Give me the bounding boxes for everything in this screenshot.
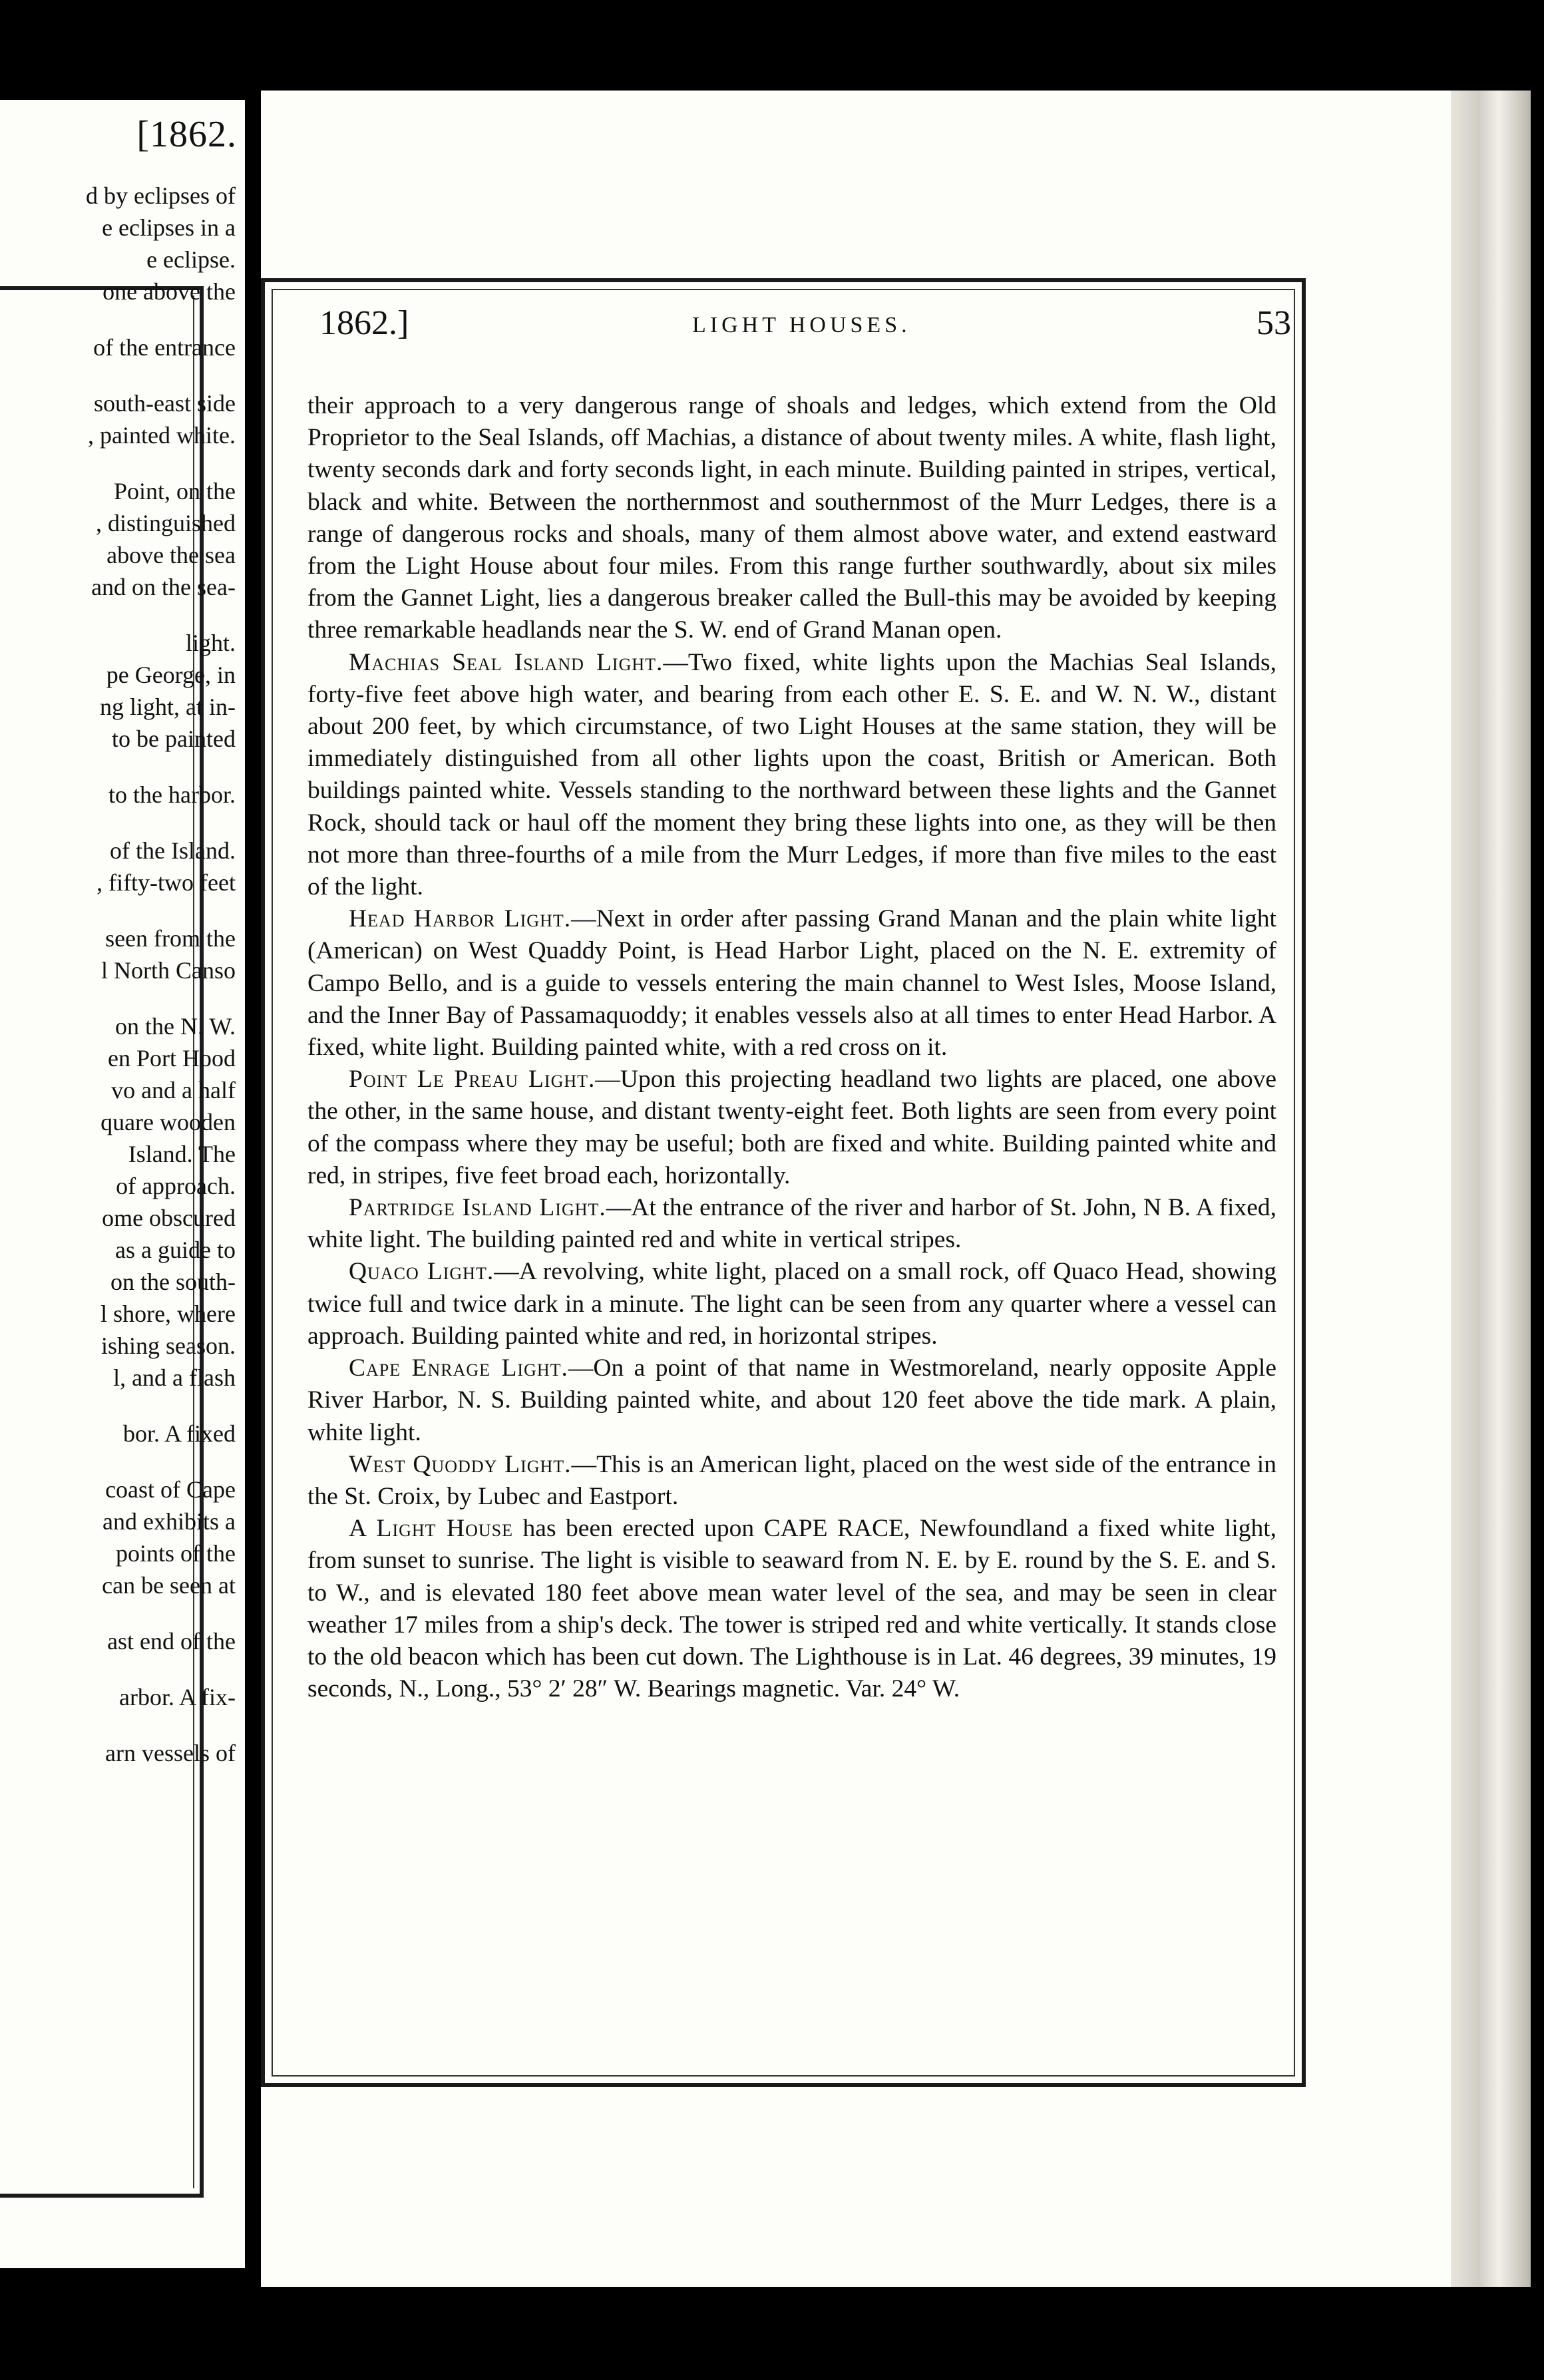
previous-page-line: l North Canso [101, 957, 236, 984]
paragraph-quaco [307, 1256, 1276, 1352]
previous-page-line: , fifty-two feet [96, 869, 236, 896]
paragraph-partridge-island [307, 1192, 1276, 1256]
previous-page-line: on the south- [110, 1269, 236, 1295]
previous-page-line: e eclipse. [146, 246, 236, 273]
running-head-title: LIGHT HOUSES. [692, 313, 911, 337]
previous-page-line: seen from the [105, 925, 236, 952]
previous-page-line: of the Island. [110, 837, 236, 864]
previous-page-line [0, 603, 236, 627]
previous-page-line: quare wooden [100, 1109, 236, 1135]
previous-page-line: e eclipses in a [102, 214, 236, 241]
previous-page-line: , painted white. [88, 422, 236, 449]
paragraph-continuation [307, 390, 1276, 647]
paragraph-body: —This is an American light, placed on the west side of the entrance in the St. Croix, by Lubec and Eastport. [307, 1450, 1276, 1510]
previous-page-line: of the entrance [93, 334, 236, 361]
previous-page-line: above the sea [106, 542, 236, 568]
paragraph-machias-seal-island [307, 647, 1276, 904]
previous-page-line: as a guide to [115, 1237, 236, 1263]
paragraph-heading: Head Harbor Light. [349, 905, 572, 933]
previous-page-line [0, 1657, 236, 1681]
paragraph-body: —Two fixed, white lights upon the Machias Seal Islands, forty-five feet above high water, and bearing from each other E. S. E. and W. N. W., distant about 200 feet, by which circumstance, of two Light Houses at the same station, they will be immediately distinguished from all other lights upon the coast, British or American. Both buildings painted white. Vessels standing to the northward between these lights and the Gannet Rock, should tack or haul off the moment they bring these lights into one, as they will be then not more than three-fourths of a mile from the Murr Ledges, if more than five miles to the east of the light. [307, 648, 1276, 901]
previous-page-line: ishing season. [101, 1332, 236, 1359]
previous-page-line: and on the sea- [91, 574, 236, 600]
paragraph-body: —On a point of that name in Westmoreland, nearly opposite Apple River Harbor, N. S. Building painted white, and about 120 feet above the tide mark. A plain, white light. [307, 1354, 1276, 1446]
previous-page-line: to the harbor. [108, 781, 236, 808]
previous-page-line: of approach. [116, 1173, 236, 1199]
paragraph-cape-race [307, 1513, 1276, 1705]
previous-page-line [0, 811, 236, 835]
paragraph-body: —Next in order after passing Grand Manan and the plain white light (American) on West Quaddy Point, is Head Harbor Light, placed on the N. E. extremity of Campo Bello, and is a guide to vessels entering the main channel to West Isles, Moose Island, and the Inner Bay of Passamaquoddy; it enables vessels also at all times to enter Head Harbor. A fixed, white light. Building painted white, with a red cross on it. [307, 905, 1276, 1062]
previous-page-line: on the N. W. [114, 1013, 236, 1040]
previous-page-line [0, 986, 236, 1010]
previous-page-line: Point, on the [113, 478, 236, 504]
previous-page-line: south-east side [94, 390, 236, 417]
previous-page-line [0, 1601, 236, 1625]
previous-page-line: points of the [116, 1540, 236, 1567]
previous-page-header: [1862. [136, 114, 237, 155]
previous-page-line: light. [185, 630, 236, 656]
paragraph-body: —At the entrance of the river and harbor of St. John, N B. A fixed, white light. The building painted red and white in vertical stripes. [307, 1194, 1276, 1254]
book-page-edge [1451, 91, 1531, 2287]
previous-page-line: vo and a half [111, 1077, 236, 1103]
previous-page-line: l shore, where [100, 1300, 236, 1327]
previous-page-line [0, 898, 236, 922]
paragraph-heading: Cape Enrage Light. [349, 1354, 568, 1382]
paragraph-head-harbor [307, 903, 1276, 1064]
previous-page-line [0, 1450, 236, 1474]
page-body-text [307, 390, 1276, 1705]
previous-page-line [0, 755, 236, 779]
previous-page-line: bor. A fixed [123, 1420, 236, 1447]
page-number: 53 [1256, 304, 1291, 342]
paragraph-cape-enrage [307, 1352, 1276, 1449]
previous-page-line: and exhibits a [102, 1508, 236, 1535]
paragraph-body: —A revolving, white light, placed on a small rock, off Quaco Head, showing twice full and twice dark in a minute. The light can be seen from any quarter where a vessel can approach. Building painted white and red, in horizontal stripes. [307, 1258, 1276, 1350]
previous-page-text [0, 180, 236, 1769]
paragraph-heading: A Light House [349, 1515, 514, 1543]
previous-page-line: can be seen at [102, 1572, 236, 1599]
paragraph-body: —Upon this projecting headland two lights are placed, one above the other, in the same house, and distant twenty-eight feet. Both lights are seen from every point of the compass where they may be useful; both are fixed and white. Building painted white and red, in stripes, five feet broad each, horizontally. [307, 1066, 1276, 1189]
previous-page-line: d by eclipses of [86, 182, 236, 209]
previous-page-line [0, 363, 236, 387]
paragraph-heading: Quaco Light. [349, 1258, 494, 1286]
running-head [319, 303, 1291, 357]
previous-page-line: ng light, at in- [100, 694, 236, 720]
previous-page-line: ast end of the [107, 1628, 236, 1655]
paragraph-point-le-preau [307, 1064, 1276, 1192]
paragraph-heading: West Quoddy Light. [349, 1450, 572, 1478]
paragraph-body: has been erected upon CAPE RACE, Newfoundland a fixed white light, from sunset to sunrise. The light is visible to seaward from N. E. by E. round by the S. E. and S. to W., and is elevated 180 feet above mean water level of the sea, and may be seen in clear weather 17 miles from a ship's deck. The tower is striped red and white vertically. It stands close to the old beacon which has been cut down. The Lighthouse is in Lat. 46 degrees, 39 minutes, 19 seconds, N., Long., 53° 2′ 28″ W. Bearings magnetic. Var. 24° W. [307, 1515, 1276, 1703]
previous-page-line [0, 451, 236, 475]
previous-page-line [0, 1394, 236, 1418]
previous-page-line: arbor. A fix- [119, 1684, 236, 1710]
previous-page-line: to be painted [112, 725, 236, 752]
previous-page-fragment [0, 100, 245, 2268]
previous-page-line: coast of Cape [105, 1476, 236, 1503]
previous-page-line: pe George, in [106, 662, 236, 688]
running-head-year: 1862.] [319, 304, 409, 342]
previous-page-line [0, 307, 236, 331]
previous-page-line: en Port Hood [108, 1045, 236, 1072]
paragraph-heading: Partridge Island Light. [349, 1194, 606, 1222]
previous-page-line: one above the [102, 278, 236, 305]
previous-page-line: l, and a flash [113, 1364, 236, 1391]
paragraph-heading: Machias Seal Island Light. [349, 648, 664, 676]
paragraph-west-quoddy [307, 1449, 1276, 1513]
previous-page-line [0, 1713, 236, 1737]
previous-page-line: ome obscured [102, 1205, 236, 1231]
previous-page-line: arn vessels of [105, 1740, 236, 1766]
paragraph-body: their approach to a very dangerous range of shoals and ledges, which extend from the Old Proprietor to the Seal Islands, off Machias, a distance of about twenty miles. A white, flash light, twenty seconds dark and forty seconds light, in each minute. Building painted in stripes, vertical, black and white. Between the northernmost and southernmost of the Murr Ledges, there is a range of dangerous rocks and shoals, many of them almost above water, and extend eastward from the Light House about four miles. From this range further southwardly, about six miles from the Gannet Light, lies a dangerous breaker called the Bull-this may be avoided by keeping three remarkable headlands near the S. W. end of Grand Manan open. [307, 392, 1276, 644]
previous-page-line: Island. The [128, 1141, 236, 1167]
paragraph-heading: Point Le Preau Light. [349, 1066, 596, 1093]
previous-page-line: , distinguished [95, 510, 236, 536]
